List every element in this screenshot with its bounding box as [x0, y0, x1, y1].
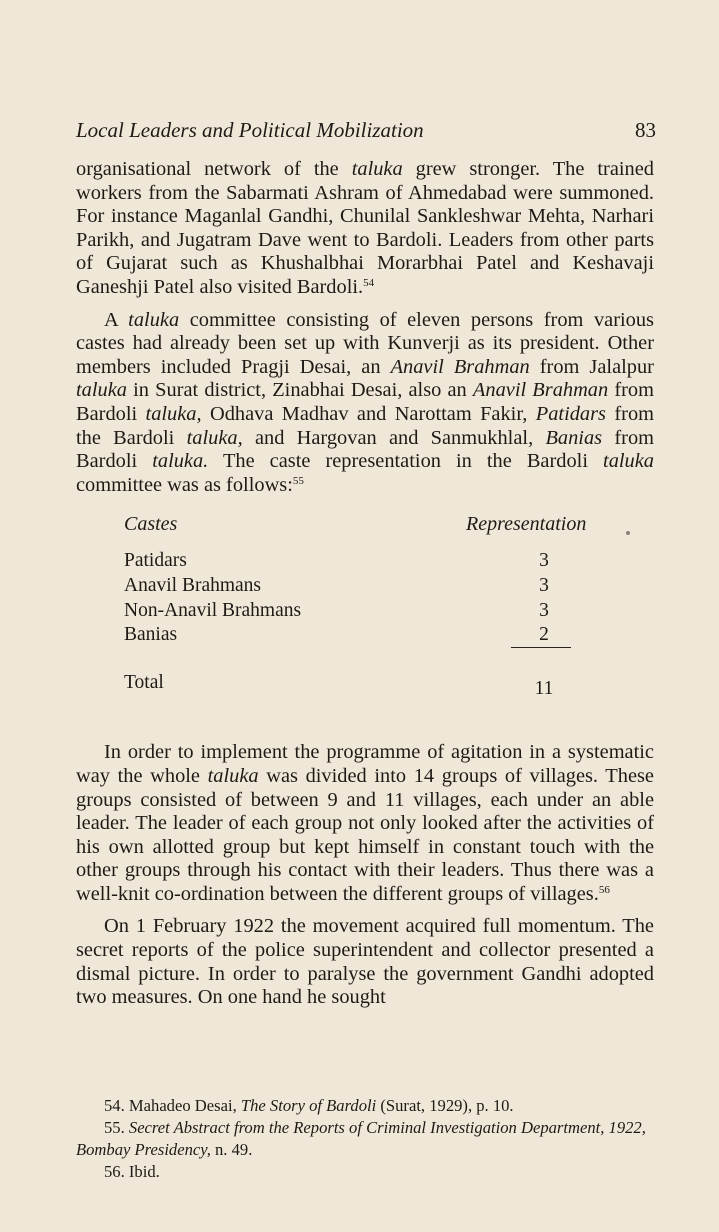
- footnote-55: [76, 1117, 654, 1161]
- text-run: In order to implement the programme of agitation in a systematic way the whole: [76, 741, 654, 787]
- italic-run: Anavil Brahman: [390, 355, 530, 378]
- italic-run: The Story of Bardoli: [240, 1096, 377, 1115]
- running-title: Local Leaders and Political Mobilization: [76, 118, 424, 142]
- text-run: and Hargovan and Sanmukhlal,: [242, 426, 546, 449]
- body-text: [76, 158, 654, 1010]
- footnote-number: 56.: [104, 1162, 125, 1181]
- column-header-castes: Castes: [124, 513, 178, 536]
- column-header-representation: Representation: [466, 513, 587, 536]
- text-run: n. 49.: [210, 1140, 253, 1159]
- text-run: Ibid.: [124, 1162, 160, 1181]
- italic-run: taluka.: [152, 450, 209, 473]
- sum-rule: [511, 647, 571, 648]
- text-run: grew stronger. The trained workers from the Sabarmati Ashram of Ahmedabad were summoned. For instance Maganlal Gandhi, Chunilal Sankleshwar Mehta, Narhari Parikh, and Jugatram Dave went to Bardoli. Leaders from other parts of Gujarat such as Khushalbhai Morarbhai Patel and Keshavaji Ganeshji Patel also visited Bardoli.: [76, 158, 655, 298]
- footnote-number: 54.: [104, 1096, 125, 1115]
- footnotes: [76, 1095, 654, 1183]
- footnote-ref-56: 56: [598, 883, 610, 896]
- text-run: was divided into 14 groups of villages. These groups consisted of between 9 and 11 villages, each under an able leader. The leader of each group not only looked after the activities of his own allotted group but kept himself in constant touch with the other groups through his contact with their leaders. Thus there was a well-knit co-ordination between the different groups of villages.: [76, 764, 654, 905]
- text-run: committee was as follows:: [76, 473, 293, 496]
- footnote-ref-55: 55: [292, 474, 304, 487]
- representation-count: 3: [539, 550, 549, 572]
- representation-count: 3: [539, 600, 549, 622]
- paragraph-1: [76, 158, 654, 300]
- table-row: [124, 574, 644, 598]
- representation-count: 3: [539, 575, 549, 597]
- print-speck: [626, 531, 630, 535]
- italic-run: Anavil Brahman: [472, 379, 609, 402]
- text-run: Mahadeo Desai,: [124, 1096, 241, 1115]
- table-row: [124, 599, 644, 623]
- italic-run: taluka: [351, 158, 403, 180]
- text-run: A: [104, 308, 129, 331]
- text-run: in Surat district, Zinabhai Desai, also an: [126, 379, 473, 402]
- italic-run: taluka,: [186, 426, 243, 449]
- caste-name: Anavil Brahmans: [124, 575, 262, 597]
- caste-name: Patidars: [124, 550, 187, 572]
- text-run: On 1 February 1922 the movement acquired full momentum. The secret reports of the police superintendent and collector presented a dismal picture. In order to paralyse the government Gandhi adopted two measures. On one hand he sought: [76, 915, 654, 1009]
- table-row: [124, 623, 644, 647]
- italic-run: taluka: [207, 764, 259, 787]
- text-run: organisational network of the: [76, 158, 352, 180]
- caste-name: Non-Anavil Brahmans: [124, 600, 302, 622]
- text-run: (Surat, 1929), p. 10.: [376, 1096, 514, 1115]
- italic-run: Banias: [545, 426, 603, 449]
- paragraph-3: [76, 741, 654, 906]
- italic-run: taluka: [603, 450, 654, 473]
- footnote-ref-54: 54: [363, 276, 375, 289]
- italic-run: Patidars: [535, 402, 606, 425]
- paragraph-2: [76, 309, 654, 498]
- italic-run: taluka,: [145, 402, 202, 425]
- text-run: from Bardoli: [76, 379, 654, 425]
- italic-run: taluka: [128, 308, 180, 331]
- italic-run: taluka: [76, 379, 127, 402]
- page-number: 83: [635, 118, 656, 142]
- footnote-number: 55.: [104, 1118, 125, 1137]
- text-run: from Bardoli: [76, 426, 654, 473]
- total-value: 11: [534, 678, 554, 700]
- total-label: Total: [124, 672, 164, 694]
- text-run: committee consisting of eleven persons from various castes had already been set up with Kunverji as its president. Other members included Pragji Desai, an: [76, 308, 654, 378]
- total-row: [124, 671, 644, 700]
- page-header: [76, 118, 656, 143]
- caste-name: Banias: [124, 624, 178, 646]
- text-run: The caste representation in the Bardoli: [208, 450, 604, 473]
- text-run: from Jalalpur: [529, 355, 654, 378]
- representation-count: 2: [539, 624, 549, 646]
- text-run: Odhava Madhav and Narottam Fakir,: [201, 402, 536, 425]
- footnote-54: [76, 1095, 654, 1117]
- caste-representation-table: [76, 509, 654, 731]
- text-run: from the Bardoli: [76, 402, 654, 449]
- italic-run: Secret Abstract from the Reports of Criminal Investigation Department, 1922, Bombay Presidency,: [76, 1118, 646, 1159]
- table-row: [124, 549, 644, 573]
- footnote-56: [76, 1161, 654, 1183]
- paragraph-4: [76, 915, 654, 1009]
